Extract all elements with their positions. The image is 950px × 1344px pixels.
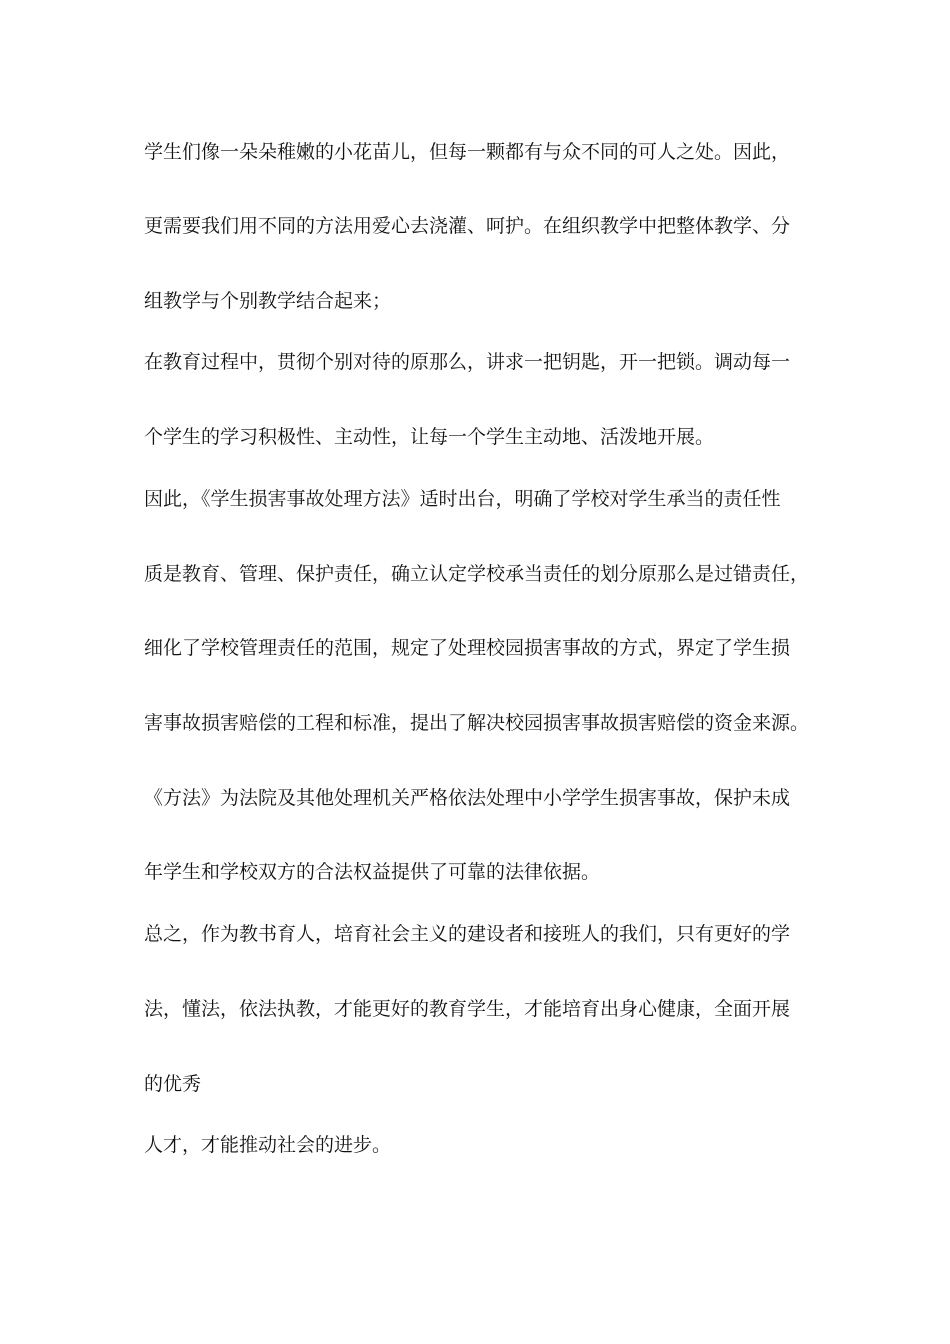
text-line: 质是教育、管理、保护责任，确立认定学校承当责任的划分原那么是过错责任， xyxy=(144,563,810,585)
text-line: 人才，才能推动社会的进步。 xyxy=(144,1134,392,1156)
text-line: 组教学与个别教学结合起来； xyxy=(144,290,392,312)
text-line: 害事故损害赔偿的工程和标准，提出了解决校园损害事故损害赔偿的资金来源。 xyxy=(144,712,810,734)
text-line: 在教育过程中，贯彻个别对待的原那么，讲求一把钥匙，开一把锁。调动每一 xyxy=(144,351,791,373)
text-line: 《方法》为法院及其他处理机关严格依法处理中小学学生损害事故，保护未成 xyxy=(144,787,791,809)
text-line: 个学生的学习积极性、主动性，让每一个学生主动地、活泼地开展。 xyxy=(144,426,715,448)
text-line: 的优秀 xyxy=(144,1073,202,1095)
text-line: 法，懂法，依法执教，才能更好的教育学生，才能培育出身心健康，全面开展 xyxy=(144,998,791,1020)
text-line: 总之，作为教书育人，培育社会主义的建设者和接班人的我们，只有更好的学 xyxy=(144,923,791,945)
text-line: 学生们像一朵朵稚嫩的小花苗儿，但每一颗都有与众不同的可人之处。因此， xyxy=(144,141,791,163)
text-line: 更需要我们用不同的方法用爱心去浇灌、呵护。在组织教学中把整体教学、分 xyxy=(144,215,791,237)
text-line: 细化了学校管理责任的范围，规定了处理校园损害事故的方式，界定了学生损 xyxy=(144,637,791,659)
text-line: 年学生和学校双方的合法权益提供了可靠的法律依据。 xyxy=(144,861,601,883)
text-line: 因此，《学生损害事故处理方法》适时出台，明确了学校对学生承当的责任性 xyxy=(144,488,781,510)
